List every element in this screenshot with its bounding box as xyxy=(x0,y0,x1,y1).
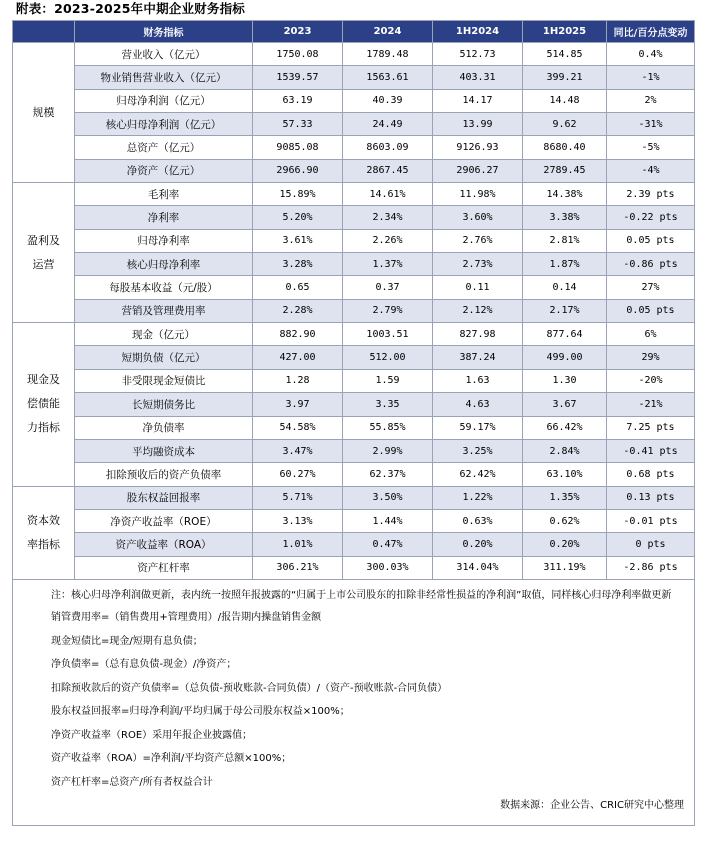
table-row xyxy=(13,66,695,89)
value-1h2025-cell: 3.67 xyxy=(523,393,607,416)
financial-indicators-table xyxy=(12,20,695,826)
value-2024-cell: 14.61% xyxy=(343,183,433,206)
value-1h2025-cell: 0.14 xyxy=(523,276,607,299)
table-row xyxy=(13,323,695,346)
value-1h2024-cell: 1.63 xyxy=(433,369,523,392)
value-1h2025-cell: 1.35% xyxy=(523,486,607,509)
note-line: 资产杠杆率=总资产/所有者权益合计 xyxy=(51,777,213,789)
table-row xyxy=(13,439,695,462)
change-cell: 0.4% xyxy=(607,43,695,66)
value-1h2024-cell: 3.60% xyxy=(433,206,523,229)
value-1h2024-cell: 4.63 xyxy=(433,393,523,416)
value-2023-cell: 2.28% xyxy=(253,299,343,322)
note-line: 净负债率=（总有息负债-现金）/净资产； xyxy=(51,659,237,671)
data-source: 数据来源：企业公告、CRIC研究中心整理 xyxy=(500,799,684,811)
financial-table-container xyxy=(12,20,694,826)
table-row xyxy=(13,253,695,276)
value-2023-cell: 306.21% xyxy=(253,556,343,579)
notes-block xyxy=(21,586,688,795)
value-1h2024-cell: 14.17 xyxy=(433,89,523,112)
value-1h2025-cell: 1.30 xyxy=(523,369,607,392)
value-1h2025-cell: 399.21 xyxy=(523,66,607,89)
indicator-name-cell: 资产杠杆率 xyxy=(75,556,253,579)
value-1h2024-cell: 62.42% xyxy=(433,463,523,486)
table-row xyxy=(13,346,695,369)
value-2023-cell: 882.90 xyxy=(253,323,343,346)
value-2024-cell: 300.03% xyxy=(343,556,433,579)
change-cell: -21% xyxy=(607,393,695,416)
value-2023-cell: 3.28% xyxy=(253,253,343,276)
table-row xyxy=(13,43,695,66)
indicator-name-cell: 每股基本收益（元/股） xyxy=(75,276,253,299)
value-2023-cell: 0.65 xyxy=(253,276,343,299)
change-cell: 27% xyxy=(607,276,695,299)
value-2024-cell: 1563.61 xyxy=(343,66,433,89)
value-1h2025-cell: 2.84% xyxy=(523,439,607,462)
value-1h2025-cell: 2.17% xyxy=(523,299,607,322)
value-1h2025-cell: 0.62% xyxy=(523,509,607,532)
value-1h2025-cell: 2.81% xyxy=(523,229,607,252)
table-row xyxy=(13,89,695,112)
indicator-name-cell: 归母净利率 xyxy=(75,229,253,252)
value-1h2025-cell: 877.64 xyxy=(523,323,607,346)
indicator-name-cell: 净负债率 xyxy=(75,416,253,439)
table-body xyxy=(13,43,695,580)
change-cell: -0.86 pts xyxy=(607,253,695,276)
indicator-name-cell: 核心归母净利率 xyxy=(75,253,253,276)
value-2023-cell: 5.20% xyxy=(253,206,343,229)
value-2024-cell: 0.37 xyxy=(343,276,433,299)
value-2024-cell: 62.37% xyxy=(343,463,433,486)
value-1h2024-cell: 0.20% xyxy=(433,533,523,556)
value-1h2025-cell: 311.19% xyxy=(523,556,607,579)
value-2023-cell: 3.61% xyxy=(253,229,343,252)
change-cell: 2.39 pts xyxy=(607,183,695,206)
indicator-name-cell: 归母净利润（亿元） xyxy=(75,89,253,112)
value-1h2024-cell: 2.73% xyxy=(433,253,523,276)
change-cell: 7.25 pts xyxy=(607,416,695,439)
indicator-name-cell: 净资产收益率（ROE） xyxy=(75,509,253,532)
value-2024-cell: 0.47% xyxy=(343,533,433,556)
table-row xyxy=(13,463,695,486)
value-2023-cell: 2966.90 xyxy=(253,159,343,182)
change-cell: -2.86 pts xyxy=(607,556,695,579)
value-2024-cell: 1.44% xyxy=(343,509,433,532)
note-line: 扣除预收款后的资产负债率=（总负债-预收账款-合同负债）/（资产-预收账款-合同负债） xyxy=(51,682,448,694)
value-2023-cell: 57.33 xyxy=(253,113,343,136)
indicator-name-cell: 物业销售营业收入（亿元） xyxy=(75,66,253,89)
value-2024-cell: 1789.48 xyxy=(343,43,433,66)
change-cell: 2% xyxy=(607,89,695,112)
value-1h2025-cell: 9.62 xyxy=(523,113,607,136)
table-row xyxy=(13,556,695,579)
value-1h2025-cell: 1.87% xyxy=(523,253,607,276)
value-1h2024-cell: 403.31 xyxy=(433,66,523,89)
indicator-name-cell: 净资产（亿元） xyxy=(75,159,253,182)
value-1h2024-cell: 827.98 xyxy=(433,323,523,346)
value-1h2024-cell: 9126.93 xyxy=(433,136,523,159)
value-1h2025-cell: 8680.40 xyxy=(523,136,607,159)
value-2024-cell: 1003.51 xyxy=(343,323,433,346)
value-2024-cell: 2.26% xyxy=(343,229,433,252)
table-row xyxy=(13,486,695,509)
value-2023-cell: 54.58% xyxy=(253,416,343,439)
note-line: 现金短债比=现金/短期有息负债； xyxy=(51,635,203,647)
indicator-name-cell: 核心归母净利润（亿元） xyxy=(75,113,253,136)
value-1h2024-cell: 0.63% xyxy=(433,509,523,532)
value-1h2024-cell: 387.24 xyxy=(433,346,523,369)
table-row xyxy=(13,136,695,159)
indicator-name-cell: 股东权益回报率 xyxy=(75,486,253,509)
value-2023-cell: 60.27% xyxy=(253,463,343,486)
header-1h2024: 1H2024 xyxy=(433,21,523,43)
value-2024-cell: 3.50% xyxy=(343,486,433,509)
value-2024-cell: 1.59 xyxy=(343,369,433,392)
value-2023-cell: 1.28 xyxy=(253,369,343,392)
indicator-name-cell: 毛利率 xyxy=(75,183,253,206)
indicator-name-cell: 总资产（亿元） xyxy=(75,136,253,159)
table-row xyxy=(13,509,695,532)
indicator-name-cell: 平均融资成本 xyxy=(75,439,253,462)
value-1h2025-cell: 14.48 xyxy=(523,89,607,112)
indicator-name-cell: 资产收益率（ROA） xyxy=(75,533,253,556)
change-cell: 0.05 pts xyxy=(607,299,695,322)
value-1h2025-cell: 3.38% xyxy=(523,206,607,229)
change-cell: -1% xyxy=(607,66,695,89)
value-2023-cell: 63.19 xyxy=(253,89,343,112)
note-line: 股东权益回报率=归母净利润/平均归属于母公司股东权益×100%； xyxy=(51,706,350,718)
table-row xyxy=(13,206,695,229)
table-row xyxy=(13,113,695,136)
value-1h2025-cell: 2789.45 xyxy=(523,159,607,182)
category-cell: 资本效率指标 xyxy=(13,486,75,579)
header-category xyxy=(13,21,75,43)
notes-cell xyxy=(13,579,695,825)
header-indicator: 财务指标 xyxy=(75,21,253,43)
value-1h2025-cell: 499.00 xyxy=(523,346,607,369)
change-cell: -0.41 pts xyxy=(607,439,695,462)
value-2024-cell: 55.85% xyxy=(343,416,433,439)
header-row xyxy=(13,21,695,43)
value-1h2024-cell: 314.04% xyxy=(433,556,523,579)
value-1h2024-cell: 1.22% xyxy=(433,486,523,509)
table-row xyxy=(13,183,695,206)
change-cell: -0.22 pts xyxy=(607,206,695,229)
indicator-name-cell: 非受限现金短债比 xyxy=(75,369,253,392)
value-1h2024-cell: 2.76% xyxy=(433,229,523,252)
indicator-name-cell: 长短期债务比 xyxy=(75,393,253,416)
indicator-name-cell: 扣除预收后的资产负债率 xyxy=(75,463,253,486)
category-cell: 盈利及运营 xyxy=(13,183,75,323)
value-2023-cell: 1539.57 xyxy=(253,66,343,89)
table-row xyxy=(13,229,695,252)
value-2024-cell: 3.35 xyxy=(343,393,433,416)
value-1h2025-cell: 514.85 xyxy=(523,43,607,66)
change-cell: -31% xyxy=(607,113,695,136)
header-2024: 2024 xyxy=(343,21,433,43)
note-line: 注：核心归母净利润做更新，表内统一按照年报披露的“归属于上市公司股东的扣除非经常性损益的净利润”取值，同样核心归母净利率做更新 xyxy=(51,589,672,601)
category-cell: 规模 xyxy=(13,43,75,183)
value-2024-cell: 24.49 xyxy=(343,113,433,136)
change-cell: 29% xyxy=(607,346,695,369)
note-line: 净资产收益率（ROE）采用年报企业披露值； xyxy=(51,729,253,741)
indicator-name-cell: 净利率 xyxy=(75,206,253,229)
indicator-name-cell: 营销及管理费用率 xyxy=(75,299,253,322)
change-cell: -4% xyxy=(607,159,695,182)
note-line: 资产收益率（ROA）=净利润/平均资产总额×100%； xyxy=(51,753,292,765)
value-1h2024-cell: 3.25% xyxy=(433,439,523,462)
value-2024-cell: 1.37% xyxy=(343,253,433,276)
value-2023-cell: 5.71% xyxy=(253,486,343,509)
table-row xyxy=(13,533,695,556)
header-change: 同比/百分点变动 xyxy=(607,21,695,43)
category-cell: 现金及偿债能力指标 xyxy=(13,323,75,486)
value-2024-cell: 40.39 xyxy=(343,89,433,112)
change-cell: -0.01 pts xyxy=(607,509,695,532)
table-row xyxy=(13,369,695,392)
change-cell: 0.68 pts xyxy=(607,463,695,486)
value-1h2024-cell: 2906.27 xyxy=(433,159,523,182)
indicator-name-cell: 短期负债（亿元） xyxy=(75,346,253,369)
value-1h2024-cell: 59.17% xyxy=(433,416,523,439)
value-2023-cell: 3.97 xyxy=(253,393,343,416)
value-2023-cell: 3.13% xyxy=(253,509,343,532)
value-1h2025-cell: 14.38% xyxy=(523,183,607,206)
value-1h2024-cell: 0.11 xyxy=(433,276,523,299)
value-1h2024-cell: 11.98% xyxy=(433,183,523,206)
value-2023-cell: 1.01% xyxy=(253,533,343,556)
value-1h2025-cell: 0.20% xyxy=(523,533,607,556)
header-2023: 2023 xyxy=(253,21,343,43)
table-row xyxy=(13,299,695,322)
value-2024-cell: 512.00 xyxy=(343,346,433,369)
indicator-name-cell: 现金（亿元） xyxy=(75,323,253,346)
value-2024-cell: 2.99% xyxy=(343,439,433,462)
change-cell: -5% xyxy=(607,136,695,159)
header-1h2025: 1H2025 xyxy=(523,21,607,43)
change-cell: 0.13 pts xyxy=(607,486,695,509)
value-1h2024-cell: 13.99 xyxy=(433,113,523,136)
table-row xyxy=(13,159,695,182)
table-row xyxy=(13,276,695,299)
change-cell: 6% xyxy=(607,323,695,346)
change-cell: 0 pts xyxy=(607,533,695,556)
indicator-name-cell: 营业收入（亿元） xyxy=(75,43,253,66)
table-row xyxy=(13,393,695,416)
value-2024-cell: 2.79% xyxy=(343,299,433,322)
table-title: 附表：2023-2025年中期企业财务指标 xyxy=(16,1,245,16)
value-1h2024-cell: 512.73 xyxy=(433,43,523,66)
change-cell: 0.05 pts xyxy=(607,229,695,252)
value-2024-cell: 2867.45 xyxy=(343,159,433,182)
value-2023-cell: 1750.08 xyxy=(253,43,343,66)
value-2023-cell: 15.89% xyxy=(253,183,343,206)
value-2023-cell: 3.47% xyxy=(253,439,343,462)
value-2024-cell: 2.34% xyxy=(343,206,433,229)
notes-row xyxy=(13,579,695,825)
value-2024-cell: 8603.09 xyxy=(343,136,433,159)
note-line: 销管费用率=（销售费用+管理费用）/报告期内操盘销售金额 xyxy=(51,611,322,623)
change-cell: -20% xyxy=(607,369,695,392)
value-2023-cell: 427.00 xyxy=(253,346,343,369)
value-1h2025-cell: 66.42% xyxy=(523,416,607,439)
value-1h2024-cell: 2.12% xyxy=(433,299,523,322)
value-1h2025-cell: 63.10% xyxy=(523,463,607,486)
value-2023-cell: 9085.08 xyxy=(253,136,343,159)
table-row xyxy=(13,416,695,439)
